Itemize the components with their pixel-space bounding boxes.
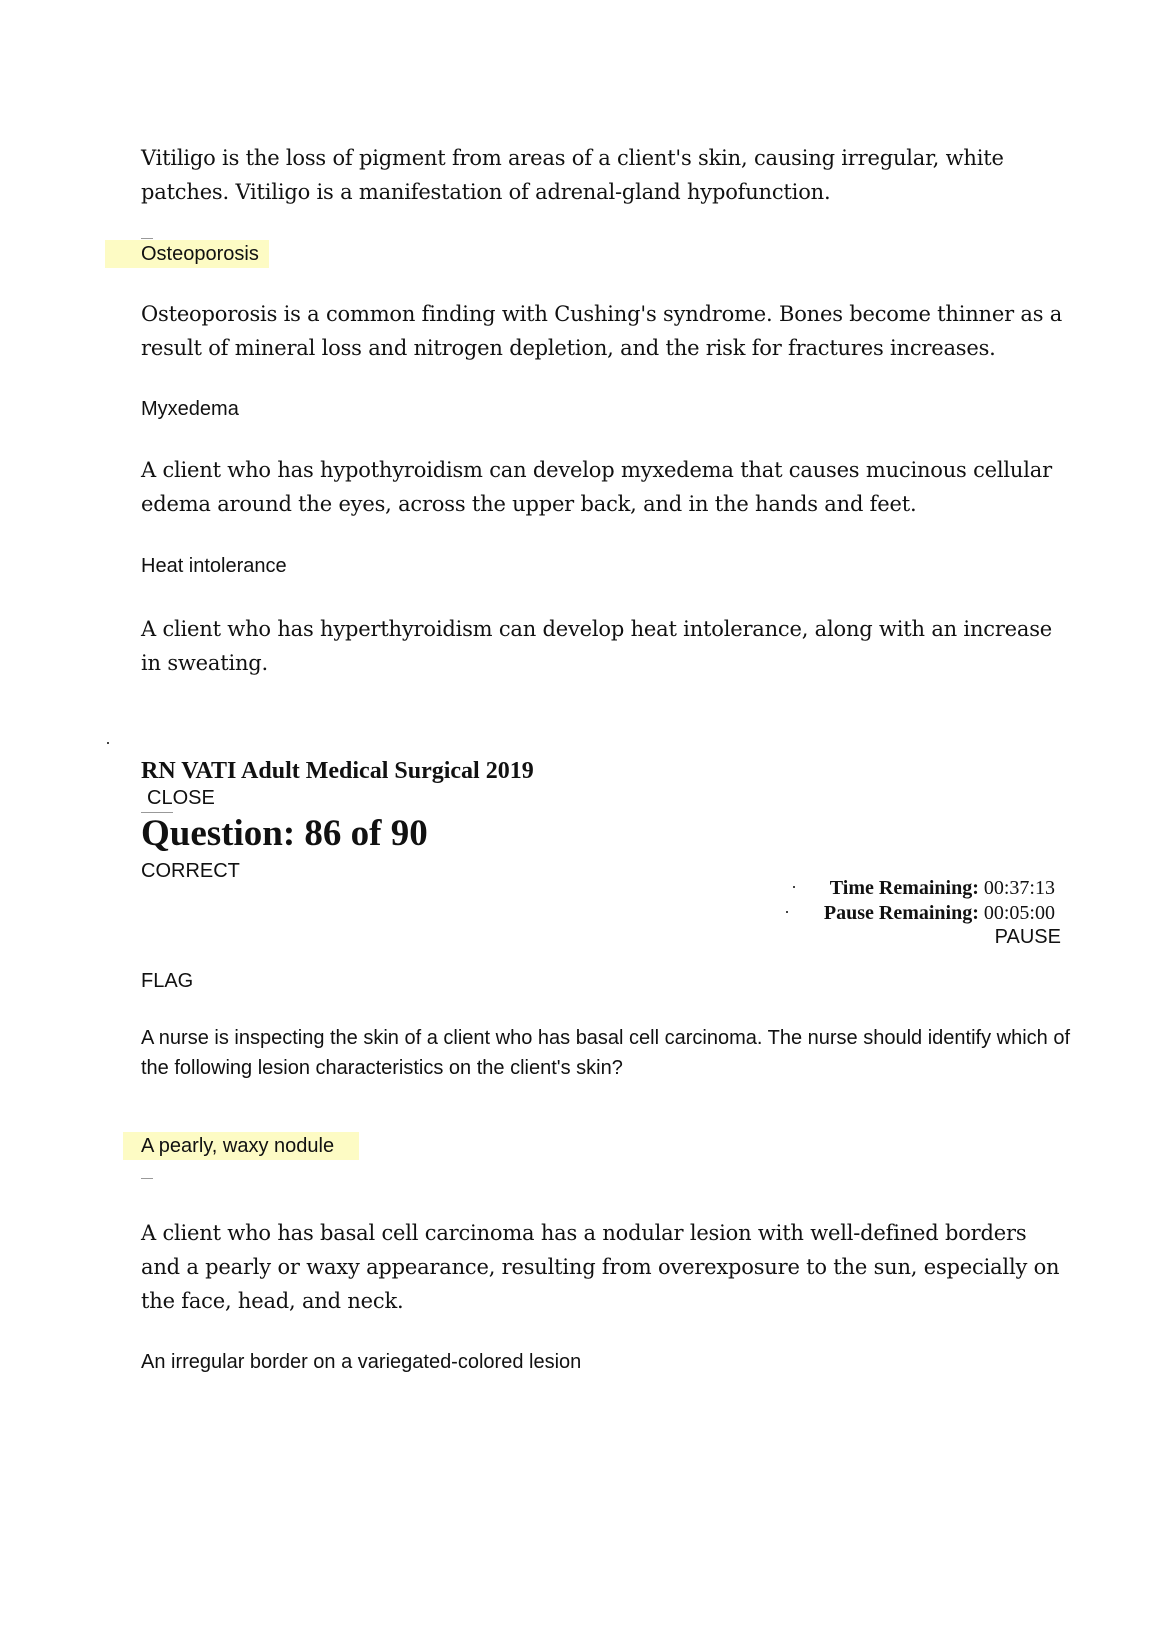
rationale-osteoporosis: Osteoporosis is a common finding with Cushing's syndrome. Bones become thinner as a result of mineral loss and nitrogen depletion, and the risk for fractures increases. [141,302,1063,360]
bullet-dot [786,911,788,913]
pause-remaining-label: Pause Remaining: [823,902,979,924]
time-remaining-label: Time Remaining: [829,877,979,899]
option-heat-intolerance[interactable]: Heat intolerance [141,555,287,577]
close-button[interactable]: CLOSE [147,787,215,809]
option-irregular-border[interactable]: An irregular border on a variegated-colored lesion [141,1351,582,1373]
bullet-dot [107,742,109,744]
pause-remaining-value: 00:05:00 [983,902,1055,924]
rationale-vitiligo: Vitiligo is the loss of pigment from areas of a client's skin, causing irregular, white patches. Vitiligo is a manifestation of adrenal-gland hypofunction. [141,146,1004,204]
flag-button[interactable]: FLAG [141,970,194,992]
time-remaining [830,875,1055,901]
option-myxedema[interactable]: Myxedema [141,398,239,420]
rationale-pearly-waxy-nodule: A client who has basal cell carcinoma has a nodular lesion with well-defined borders and a pearly or waxy appearance, resulting from overexposure to the sun, especially on the face, head, and neck. [141,1221,1060,1313]
status-badge: CORRECT [141,860,240,882]
option-marker [141,1178,153,1179]
question-counter: Question: 86 of 90 [141,813,428,854]
option-pearly-waxy-nodule[interactable]: A pearly, waxy nodule [141,1135,335,1157]
pause-button[interactable]: PAUSE [994,926,1061,948]
exam-title: RN VATI Adult Medical Surgical 2019 [141,758,534,784]
question-stem: A nurse is inspecting the skin of a client who has basal cell carcinoma. The nurse should identify which of the following lesion characteristics on the client's skin? [141,1027,1071,1079]
bullet-dot [793,886,795,888]
rationale-heat-intolerance: A client who has hyperthyroidism can develop heat intolerance, along with an increase in sweating. [141,617,1053,675]
option-osteoporosis[interactable]: Osteoporosis [141,243,259,265]
rationale-myxedema: A client who has hypothyroidism can develop myxedema that causes mucinous cellular edema around the eyes, across the upper back, and in the hands and feet. [141,458,1052,516]
time-remaining-value: 00:37:13 [983,877,1055,899]
